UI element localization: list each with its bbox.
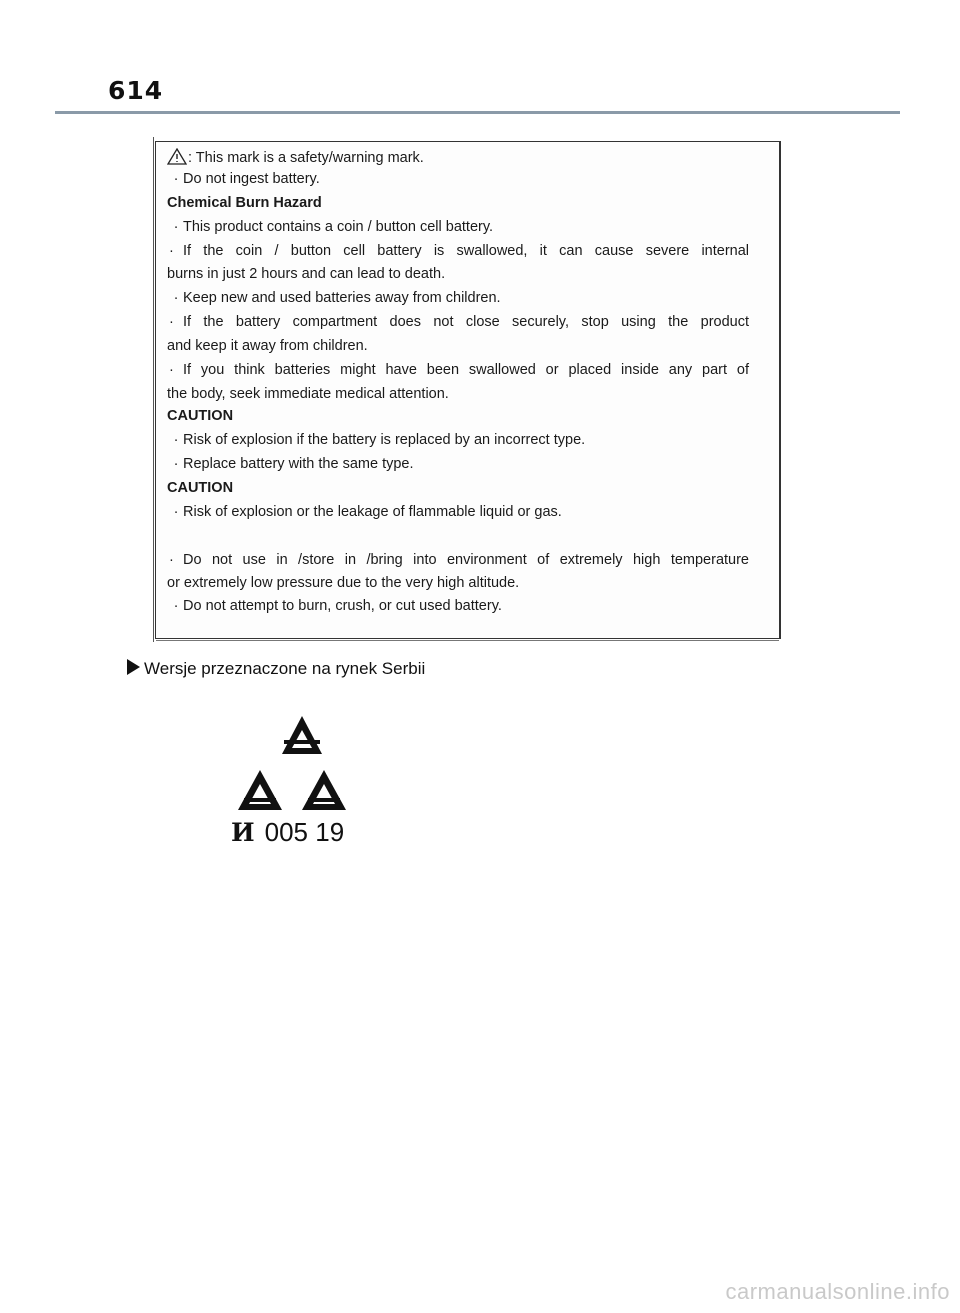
section-heading <box>127 659 425 679</box>
watermark: carmanualsonline.info <box>725 1279 950 1304</box>
label-line-text: Risk of explosion if the battery is replaced by an incorrect type. <box>183 432 586 448</box>
label-line-text: Replace battery with the same type. <box>183 456 414 472</box>
label-line-text: Do not attempt to burn, crush, or cut used battery. <box>183 598 502 614</box>
section-heading-text: Wersje przeznaczone na rynek Serbii <box>144 659 426 678</box>
label-line-text: burns in just 2 hours and can lead to death. <box>167 266 446 282</box>
bullet-dot: · <box>169 314 174 330</box>
triangle-right-icon <box>127 659 140 675</box>
label-line <box>169 598 502 614</box>
bullet-dot: · <box>173 171 179 187</box>
label-line <box>169 314 749 330</box>
label-line-text: If the battery compartment does not close securely, stop using the product <box>183 314 749 330</box>
certification-prefix: И <box>231 818 255 847</box>
label-line-text: If the coin / button cell battery is swallowed, it can cause severe internal <box>183 243 749 259</box>
bullet-dot: · <box>169 552 174 568</box>
label-line <box>169 456 414 472</box>
label-line <box>167 575 519 591</box>
label-line <box>169 171 320 187</box>
label-line <box>167 480 233 496</box>
certification-code <box>231 817 344 848</box>
label-line <box>169 504 562 520</box>
label-line-text: or extremely low pressure due to the very high altitude. <box>167 575 520 591</box>
label-line <box>169 290 501 306</box>
bullet-dot: · <box>173 290 179 306</box>
bullet-dot: · <box>173 456 179 472</box>
label-line <box>167 338 368 354</box>
label-line-text: and keep it away from children. <box>167 338 368 354</box>
label-line-text: Keep new and used batteries away from children. <box>183 290 501 306</box>
label-line-text: Do not ingest battery. <box>183 171 320 187</box>
label-line-text: Risk of explosion or the leakage of flammable liquid or gas. <box>183 504 562 520</box>
label-line-text: This product contains a coin / button cell battery. <box>183 219 494 235</box>
bullet-dot: · <box>173 504 179 520</box>
battery-warning-label <box>155 141 781 639</box>
label-line <box>169 432 585 448</box>
warning-triangle-icon <box>167 148 187 165</box>
label-line <box>167 408 233 424</box>
label-line <box>167 386 449 402</box>
label-line <box>167 195 322 211</box>
header-rule <box>55 111 900 114</box>
label-line-text: the body, seek immediate medical attention. <box>167 386 449 402</box>
bullet-dot: · <box>169 243 174 259</box>
bullet-dot: · <box>173 219 179 235</box>
label-line-text: : This mark is a safety/warning mark. <box>188 150 424 166</box>
page-number: 614 <box>108 76 164 105</box>
label-line <box>167 266 445 282</box>
label-line-text: CAUTION <box>167 408 234 424</box>
bullet-dot: · <box>169 362 174 378</box>
label-line <box>169 243 749 259</box>
label-line <box>169 219 493 235</box>
certification-number: 005 19 <box>264 817 345 847</box>
label-line-text: Chemical Burn Hazard <box>167 195 322 211</box>
bullet-dot: · <box>173 598 179 614</box>
label-line-text: Do not use in /store in /bring into environment of extremely high temperature <box>183 552 749 568</box>
label-line-text: If you think batteries might have been swallowed or placed inside any part of <box>183 362 749 378</box>
label-line <box>167 148 424 166</box>
label-line-text: CAUTION <box>167 480 234 496</box>
bullet-dot: · <box>173 432 179 448</box>
label-line <box>169 362 749 378</box>
label-line <box>169 552 749 568</box>
